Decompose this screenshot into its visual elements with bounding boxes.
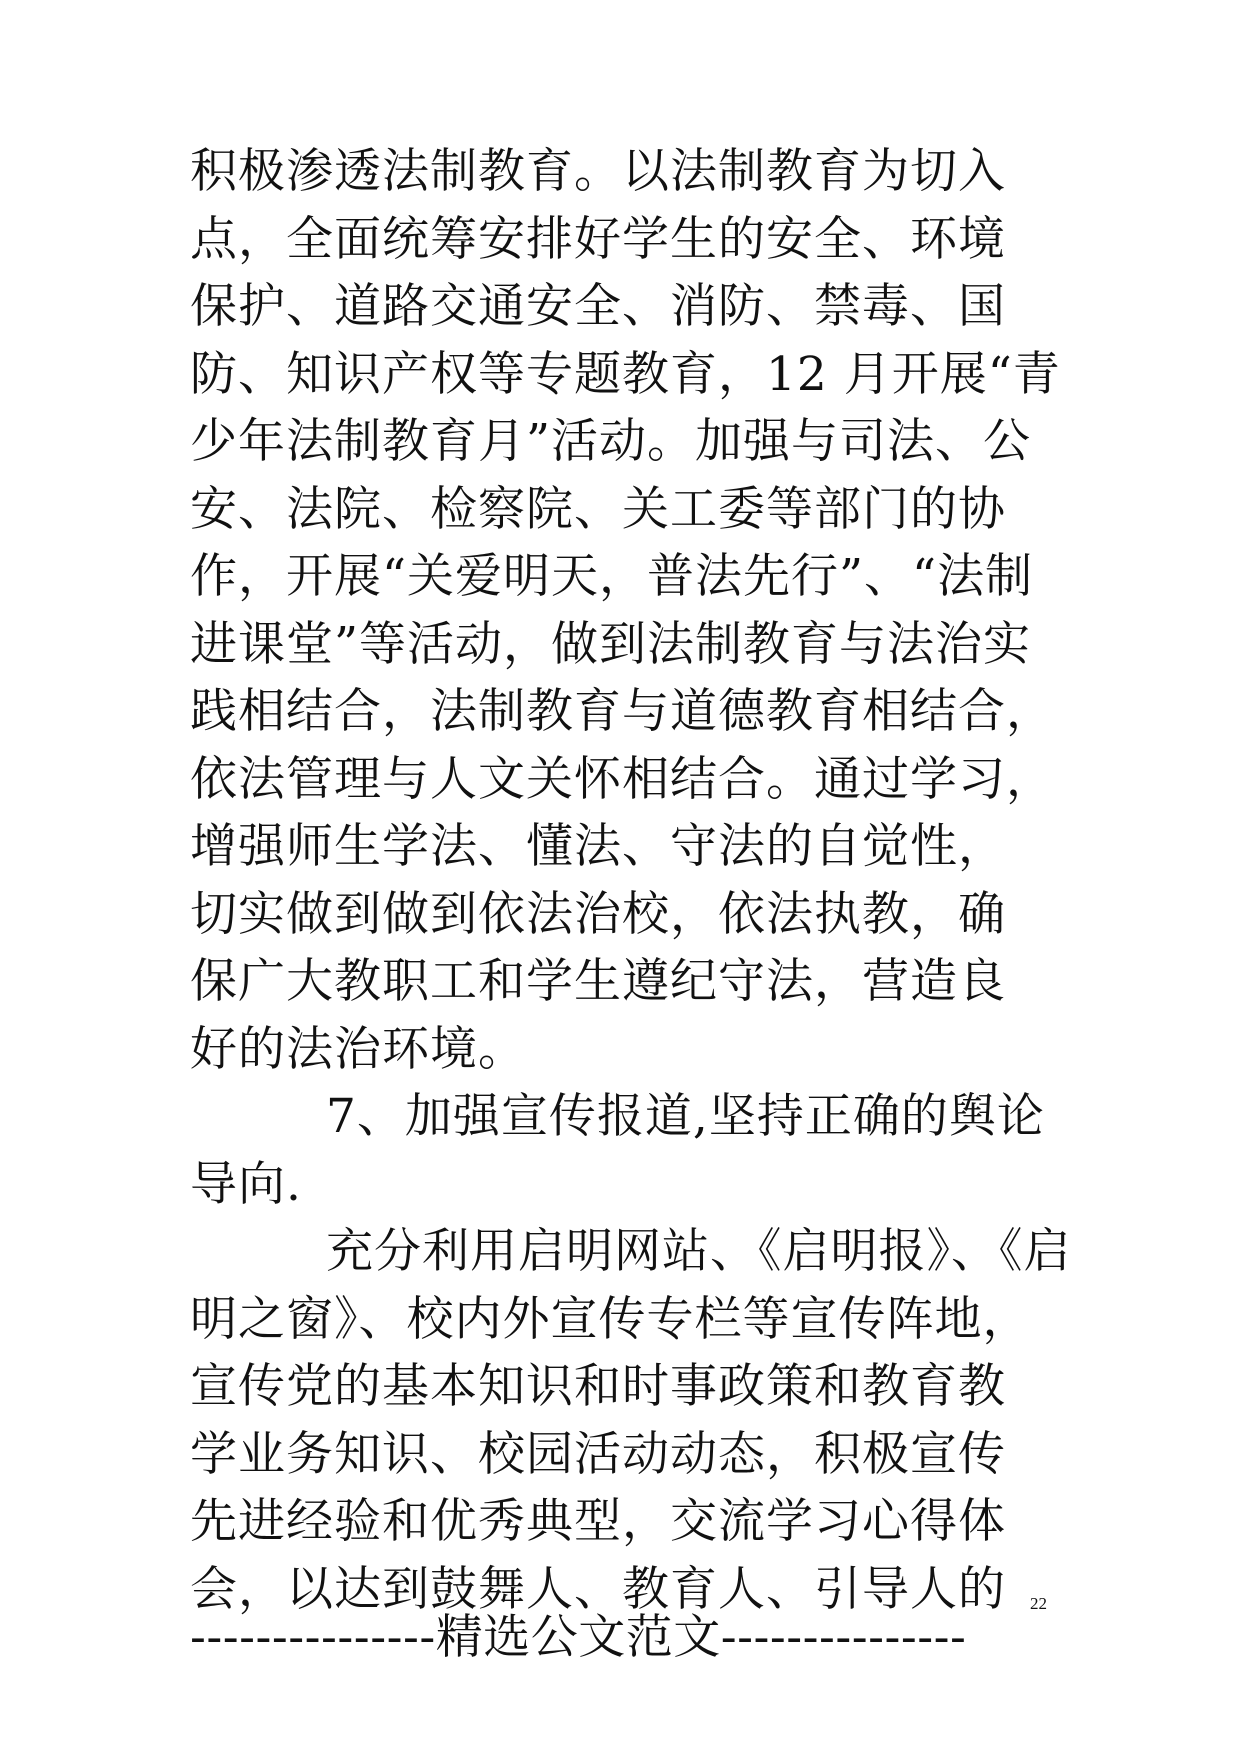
text-line: 进课堂”等活动，做到法制教育与法治实	[190, 616, 1032, 672]
page-number: 22	[1030, 1594, 1047, 1613]
text-line: 少年法制教育月”活动。加强与司法、公	[190, 414, 1032, 469]
text-line: 好的法治环境。	[190, 1021, 526, 1077]
text-line: 明之窗》、校内外宣传专栏等宣传阵地，	[190, 1291, 1031, 1347]
text-line: 点，全面统筹安排好学生的安全、环境	[190, 211, 1006, 267]
text-line: 践相结合，法制教育与道德教育相结合，	[190, 684, 1054, 739]
text-line: 安、法院、检察院、关工委等部门的协	[190, 481, 1006, 537]
text-line: 防、知识产权等专题教育，12 月开展“青	[190, 346, 1061, 402]
text-line: 作，开展“关爱明天，普法先行”、“法制	[190, 549, 1034, 604]
text-line: 保广大教职工和学生遵纪守法，营造良	[190, 954, 1006, 1009]
text-line: 学业务知识、校园活动动态，积极宣传	[190, 1426, 1006, 1482]
text-line: 增强师生学法、懂法、守法的自觉性，	[190, 819, 1006, 874]
section-heading-line: 导向.	[190, 1156, 302, 1212]
text-line: 先进经验和优秀典型，交流学习心得体	[190, 1494, 1006, 1549]
footer: ---------------精选公文范文---------------	[190, 1610, 967, 1665]
text-line: 积极渗透法制教育。以法制教育为切入	[190, 144, 1006, 199]
text-line: 保护、道路交通安全、消防、禁毒、国	[190, 279, 1006, 334]
text-line: 会，以达到鼓舞人、教育人、引导人的	[190, 1561, 1006, 1617]
text-line: 依法管理与人文关怀相结合。通过学习，	[190, 751, 1054, 807]
document-body	[190, 138, 1072, 1623]
section-heading-line: 7、加强宣传报道,坚持正确的舆论	[326, 1089, 1045, 1144]
text-line: 宣传党的基本知识和时事政策和教育教	[190, 1359, 1006, 1414]
text-line: 充分利用启明网站、《启明报》、《启	[326, 1224, 1072, 1279]
text-line: 切实做到做到依法治校，依法执教，确	[190, 886, 1006, 942]
